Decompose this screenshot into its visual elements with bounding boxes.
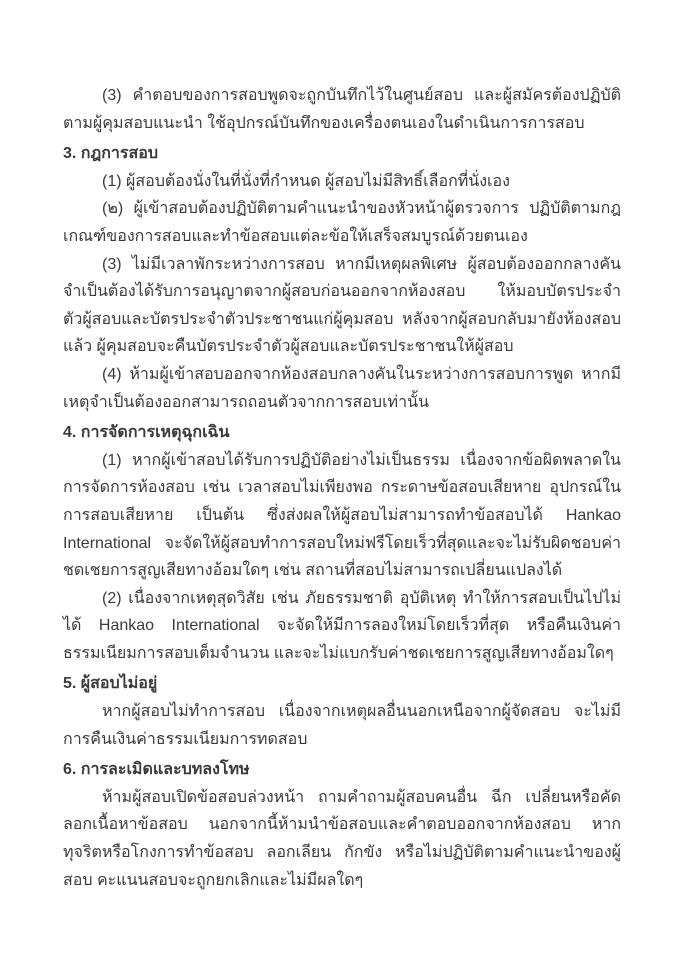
section-heading: 3. กฎการสอบ — [63, 145, 159, 163]
document-body — [63, 82, 621, 894]
paragraph: (4) ห้ามผู้เข้าสอบออกจากห้องสอบกลางคันในระหว่างการสอบการพูด หากมีเหตุจำเป็นต้องออกสามารถถอนตัวจากการสอบเท่านั้น — [63, 365, 621, 411]
paragraph: ห้ามผู้สอบเปิดข้อสอบล่วงหน้า ถามคำถามผู้สอบคนอื่น ฉีก เปลี่ยนหรือคัดลอกเนื้อหาข้อสอบ นอกจากนี้ห้ามนำข้อสอบและคำตอบออกจากห้องสอบ หากทุจริตหรือโกงการทำข้อสอบ ลอกเลียน กักขัง หรือไม่ปฏิบัติตามคำแนะนำของผู้สอบ คะแนนสอบจะถูกยกเลิกและไม่มีผลใดๆ — [63, 788, 621, 889]
paragraph: (1) หากผู้เข้าสอบได้รับการปฏิบัติอย่างไม่เป็นธรรม เนื่องจากข้อผิดพลาดในการจัดการห้องสอบ เช่น เวลาสอบไม่เพียงพอ กระดาษข้อสอบเสียหาย อุปกรณ์ในการสอบเสียหาย เป็นต้น ซึ่งส่งผลให้ผู้สอบไม่สามารถทำข้อสอบได้ Hankao International จะจัดให้ผู้สอบทำการสอบใหม่ฟรีโดยเร็วที่สุดและจะไม่รับผิดชอบค่าชดเชยการสูญเสียทางอ้อมใดๆ เช่น สถานที่สอบไม่สามารถเปลี่ยนแปลงได้ — [63, 451, 621, 580]
paragraph: (๒) ผู้เข้าสอบต้องปฏิบัติตามคำแนะนำของหัวหน้าผู้ตรวจการ ปฏิบัติตามกฎเกณฑ์ของการสอบและทำข้อสอบแต่ละข้อให้เสร็จสมบูรณ์ด้วยตนเอง — [63, 200, 621, 245]
paragraph: (1) ผู้สอบต้องนั่งในที่นั่งที่กำหนด ผู้สอบไม่มีสิทธิ์เลือกที่นั่งเอง — [102, 172, 510, 190]
paragraph: (3) ไม่มีเวลาพักระหว่างการสอบ หากมีเหตุผลพิเศษ ผู้สอบต้องออกกลางคันจำเป็นต้องได้รับการอนุญาตจากผู้สอบก่อนออกจากห้องสอบ ให้มอบบัตรประจำตัวผู้สอบและบัตรประจำตัวประชาชนแก่ผู้คุมสอบ หลังจากผู้สอบกลับมายังห้องสอบแล้ว ผู้คุมสอบจะคืนบัตรประจำตัวผู้สอบและบัตรประชาชนให้ผู้สอบ — [63, 255, 621, 356]
paragraph: (3) คำตอบของการสอบพูดจะถูกบันทึกไว้ในศูนย์สอบ และผู้สมัครต้องปฏิบัติตามผู้คุมสอบแนะนำ ใช้อุปกรณ์บันทึกของเครื่องตนเองในดำเนินการการสอบ — [63, 87, 621, 132]
paragraph: (2) เนื่องจากเหตุสุดวิสัย เช่น ภัยธรรมชาติ อุบัติเหตุ ทำให้การสอบเป็นไปไม่ได้ Hankao International จะจัดให้มีการลองใหม่โดยเร็วที่สุด หรือคืนเงินค่าธรรมเนียมการสอบเต็มจำนวน และจะไม่แบกรับค่าชดเชยการสูญเสียทางอ้อมใดๆ — [63, 589, 621, 662]
paragraph: หากผู้สอบไม่ทำการสอบ เนื่องจากเหตุผลอื่นนอกเหนือจากผู้จัดสอบ จะไม่มีการคืนเงินค่าธรรมเนียมการทดสอบ — [63, 703, 621, 748]
section-heading: 4. การจัดการเหตุฉุกเฉิน — [63, 424, 230, 442]
section-heading: 5. ผู้สอบไม่อยู่ — [63, 675, 158, 693]
section-heading: 6. การละเมิดและบทลงโทษ — [63, 761, 250, 779]
